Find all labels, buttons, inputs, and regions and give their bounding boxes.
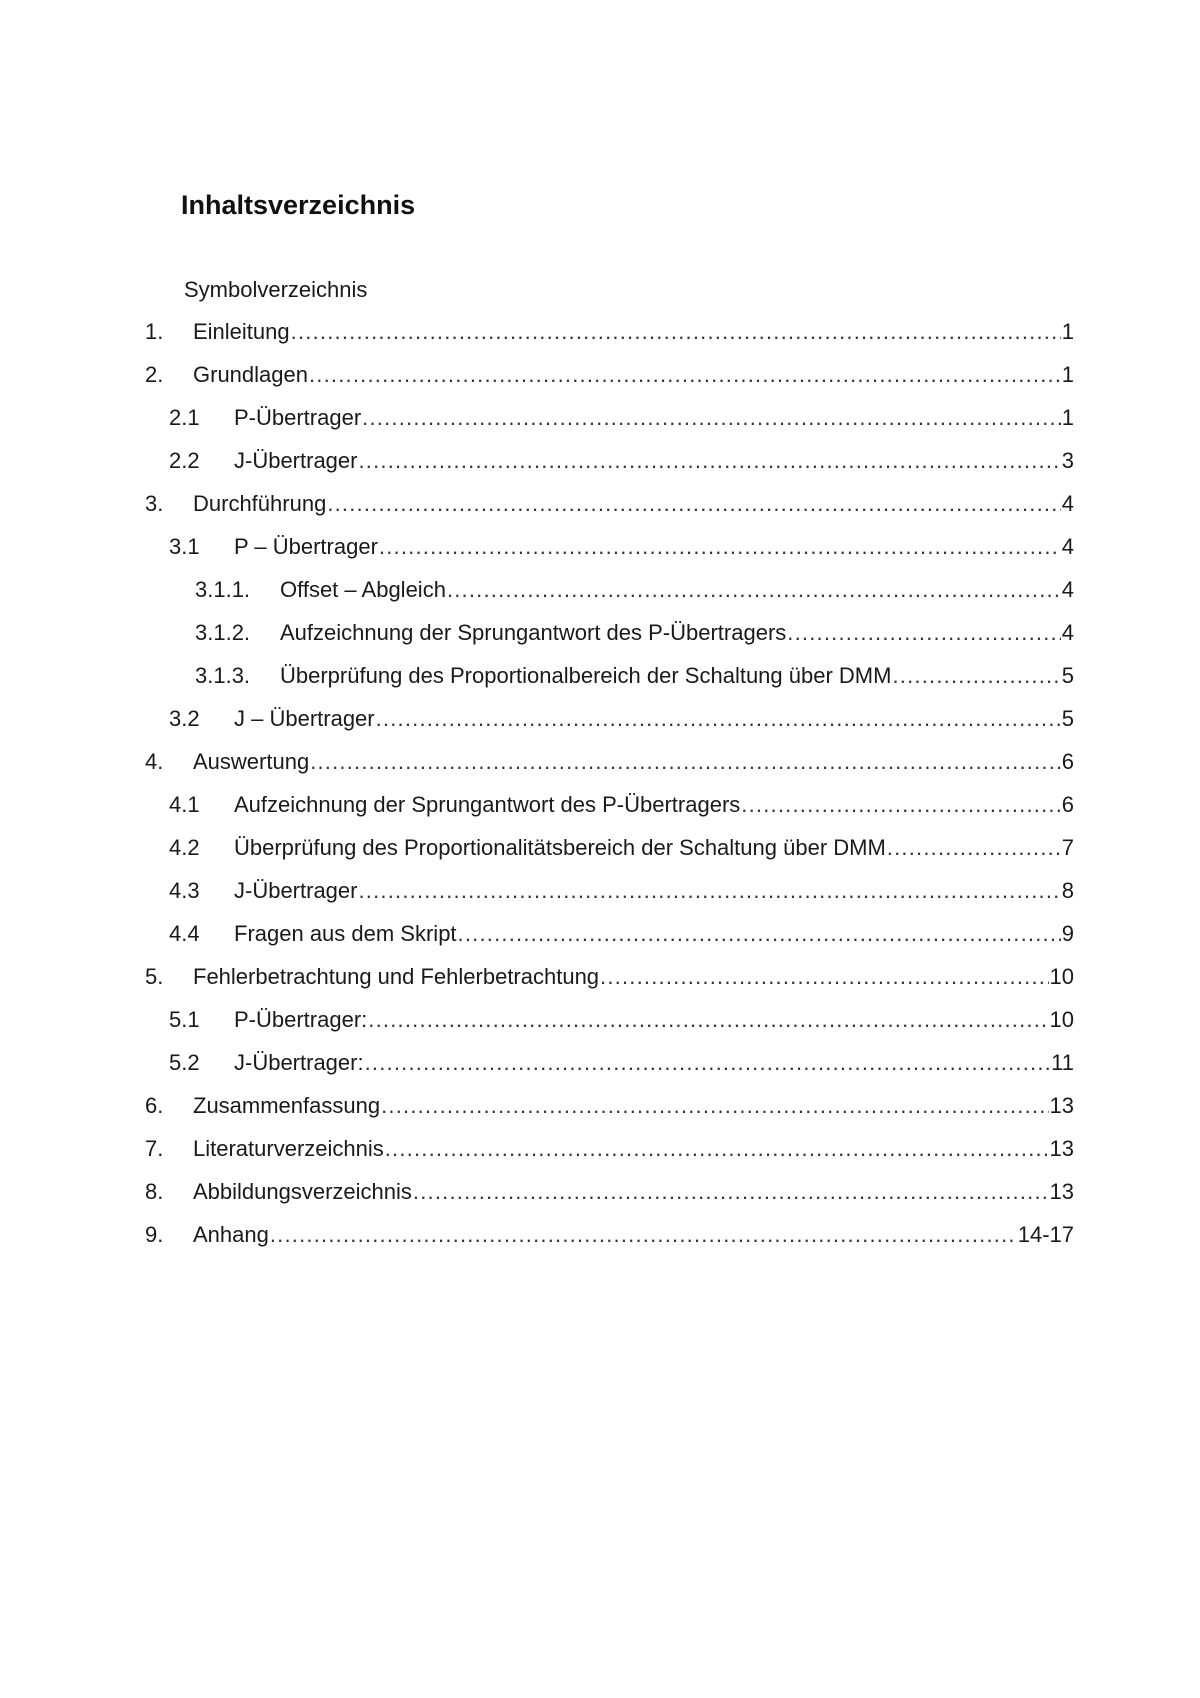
toc-entry-page: 5 xyxy=(1061,706,1074,731)
toc-dot-leader xyxy=(379,534,1061,560)
toc-dot-leader xyxy=(362,405,1061,431)
toc-entry-title: P-Übertrager xyxy=(234,405,362,430)
toc-entry-page: 9 xyxy=(1061,921,1074,946)
toc-entry-number: 4.3 xyxy=(169,878,200,903)
toc-dot-leader xyxy=(385,1136,1049,1162)
toc-entry-page: 4 xyxy=(1061,534,1074,559)
toc-entry-page: 13 xyxy=(1049,1136,1074,1161)
toc-entry-number: 8. xyxy=(145,1179,164,1204)
toc-entry-title: Überprüfung des Proportionalbereich der Schaltung über DMM xyxy=(280,663,892,688)
toc-entry-page: 5 xyxy=(1061,663,1074,688)
toc-entry[interactable] xyxy=(195,663,1074,695)
toc-entry-title: J-Übertrager xyxy=(234,448,358,473)
toc-dot-leader xyxy=(458,921,1061,947)
toc-entry-title: J-Übertrager: xyxy=(234,1050,364,1075)
toc-entry-number: 4.2 xyxy=(169,835,200,860)
toc-entry-page: 11 xyxy=(1051,1050,1074,1075)
toc-dot-leader xyxy=(413,1179,1049,1205)
toc-entry-page: 10 xyxy=(1049,1007,1074,1032)
toc-intro: Symbolverzeichnis xyxy=(184,277,368,302)
toc-dot-leader xyxy=(309,362,1061,388)
toc-entry[interactable] xyxy=(169,1007,1074,1039)
toc-entry[interactable] xyxy=(169,534,1074,566)
toc-entry[interactable] xyxy=(145,964,1074,996)
toc-entry-page: 1 xyxy=(1061,405,1074,430)
toc-entry-number: 2.2 xyxy=(169,448,200,473)
toc-entry-title: Zusammenfassung xyxy=(193,1093,381,1118)
toc-dot-leader xyxy=(358,448,1060,474)
toc-entry-number: 3.2 xyxy=(169,706,200,731)
toc-entry-number: 4.1 xyxy=(169,792,200,817)
toc-entry-title: Anhang xyxy=(193,1222,269,1247)
toc-entry[interactable] xyxy=(195,620,1074,652)
page-title: Inhaltsverzeichnis xyxy=(181,190,416,220)
toc-entry-title: Literaturverzeichnis xyxy=(193,1136,384,1161)
toc-dot-leader xyxy=(381,1093,1048,1119)
toc-entry-number: 3.1.2. xyxy=(195,620,251,645)
toc-entry-number: 2.1 xyxy=(169,405,200,430)
toc-entry[interactable] xyxy=(169,706,1074,738)
toc-entry-number: 4. xyxy=(145,749,164,774)
toc-dot-leader xyxy=(365,1050,1051,1076)
toc-entry-number: 6. xyxy=(145,1093,164,1118)
toc-dot-leader xyxy=(892,663,1060,689)
toc-entry[interactable] xyxy=(169,405,1074,437)
toc-entry[interactable] xyxy=(145,1136,1074,1168)
toc-dot-leader xyxy=(291,319,1061,345)
toc-entry[interactable] xyxy=(145,491,1074,523)
toc-entry[interactable] xyxy=(195,577,1074,609)
toc-entry-page: 10 xyxy=(1049,964,1074,989)
toc-entry-page: 14-17 xyxy=(1017,1222,1074,1247)
toc-entry-number: 5.1 xyxy=(169,1007,200,1032)
toc-entry-number: 4.4 xyxy=(169,921,200,946)
toc-entry[interactable] xyxy=(145,1093,1074,1125)
toc-entry-title: P-Übertrager: xyxy=(234,1007,368,1032)
toc-entry-page: 1 xyxy=(1061,319,1074,344)
toc-dot-leader xyxy=(376,706,1061,732)
toc-entry-page: 4 xyxy=(1061,491,1074,516)
toc-dot-leader xyxy=(741,792,1060,818)
toc-entry-number: 9. xyxy=(145,1222,164,1247)
toc-entry[interactable] xyxy=(145,319,1074,351)
toc-entry-number: 3.1.1. xyxy=(195,577,251,602)
toc-dot-leader xyxy=(887,835,1061,861)
toc-entry-title: Abbildungsverzeichnis xyxy=(193,1179,412,1204)
toc-entry[interactable] xyxy=(145,362,1074,394)
toc-dot-leader xyxy=(600,964,1048,990)
toc-entry[interactable] xyxy=(145,749,1074,781)
toc-entry-page: 6 xyxy=(1061,792,1074,817)
toc-entry[interactable] xyxy=(169,835,1074,867)
toc-entry-page: 13 xyxy=(1049,1093,1074,1118)
toc-entry-number: 1. xyxy=(145,319,164,344)
toc-entry-title: P – Übertrager xyxy=(234,534,378,559)
toc-dot-leader xyxy=(270,1222,1017,1248)
toc-dot-leader xyxy=(358,878,1060,904)
toc-entry[interactable] xyxy=(145,1179,1074,1211)
toc-entry-title: Einleitung xyxy=(193,319,290,344)
toc-entry-title: Grundlagen xyxy=(193,362,308,387)
toc-entry-title: Aufzeichnung der Sprungantwort des P-Übertragers xyxy=(234,792,741,817)
toc-entry-title: Offset – Abgleich xyxy=(280,577,446,602)
toc-entry[interactable] xyxy=(169,1050,1074,1082)
toc-dot-leader xyxy=(368,1007,1048,1033)
toc-dot-leader xyxy=(310,749,1061,775)
toc-entry[interactable] xyxy=(169,792,1074,824)
toc-entry-page: 3 xyxy=(1061,448,1074,473)
toc-entry[interactable] xyxy=(169,878,1074,910)
toc-entry-page: 4 xyxy=(1061,620,1074,645)
toc-entry-title: Aufzeichnung der Sprungantwort des P-Übertragers xyxy=(280,620,787,645)
toc-entry-number: 3.1 xyxy=(169,534,200,559)
toc-entry-title: Auswertung xyxy=(193,749,310,774)
toc-entry-title: Fragen aus dem Skript xyxy=(234,921,457,946)
toc-entry-number: 2. xyxy=(145,362,164,387)
toc-entry-title: J – Übertrager xyxy=(234,706,375,731)
toc-entry-page: 6 xyxy=(1061,749,1074,774)
toc-entry[interactable] xyxy=(169,921,1074,953)
toc-entry-page: 1 xyxy=(1061,362,1074,387)
toc-entry-title: Durchführung xyxy=(193,491,327,516)
toc-entry-title: Überprüfung des Proportionalitätsbereich der Schaltung über DMM xyxy=(234,835,886,860)
toc-entry-page: 8 xyxy=(1061,878,1074,903)
toc-entry-title: Fehlerbetrachtung und Fehlerbetrachtung xyxy=(193,964,600,989)
toc-entry-page: 7 xyxy=(1061,835,1074,860)
toc-dot-leader xyxy=(447,577,1061,603)
toc-entry[interactable] xyxy=(169,448,1074,480)
toc-dot-leader xyxy=(327,491,1060,517)
toc-entry-title: J-Übertrager xyxy=(234,878,358,903)
toc-entry-page: 4 xyxy=(1061,577,1074,602)
toc-entry-number: 7. xyxy=(145,1136,164,1161)
toc-entry[interactable] xyxy=(145,1222,1074,1254)
toc-entry-number: 3.1.3. xyxy=(195,663,251,688)
toc-entry-page: 13 xyxy=(1049,1179,1074,1204)
toc-dot-leader xyxy=(787,620,1060,646)
toc-entry-number: 3. xyxy=(145,491,164,516)
toc-entry-number: 5.2 xyxy=(169,1050,200,1075)
toc-entry-number: 5. xyxy=(145,964,164,989)
